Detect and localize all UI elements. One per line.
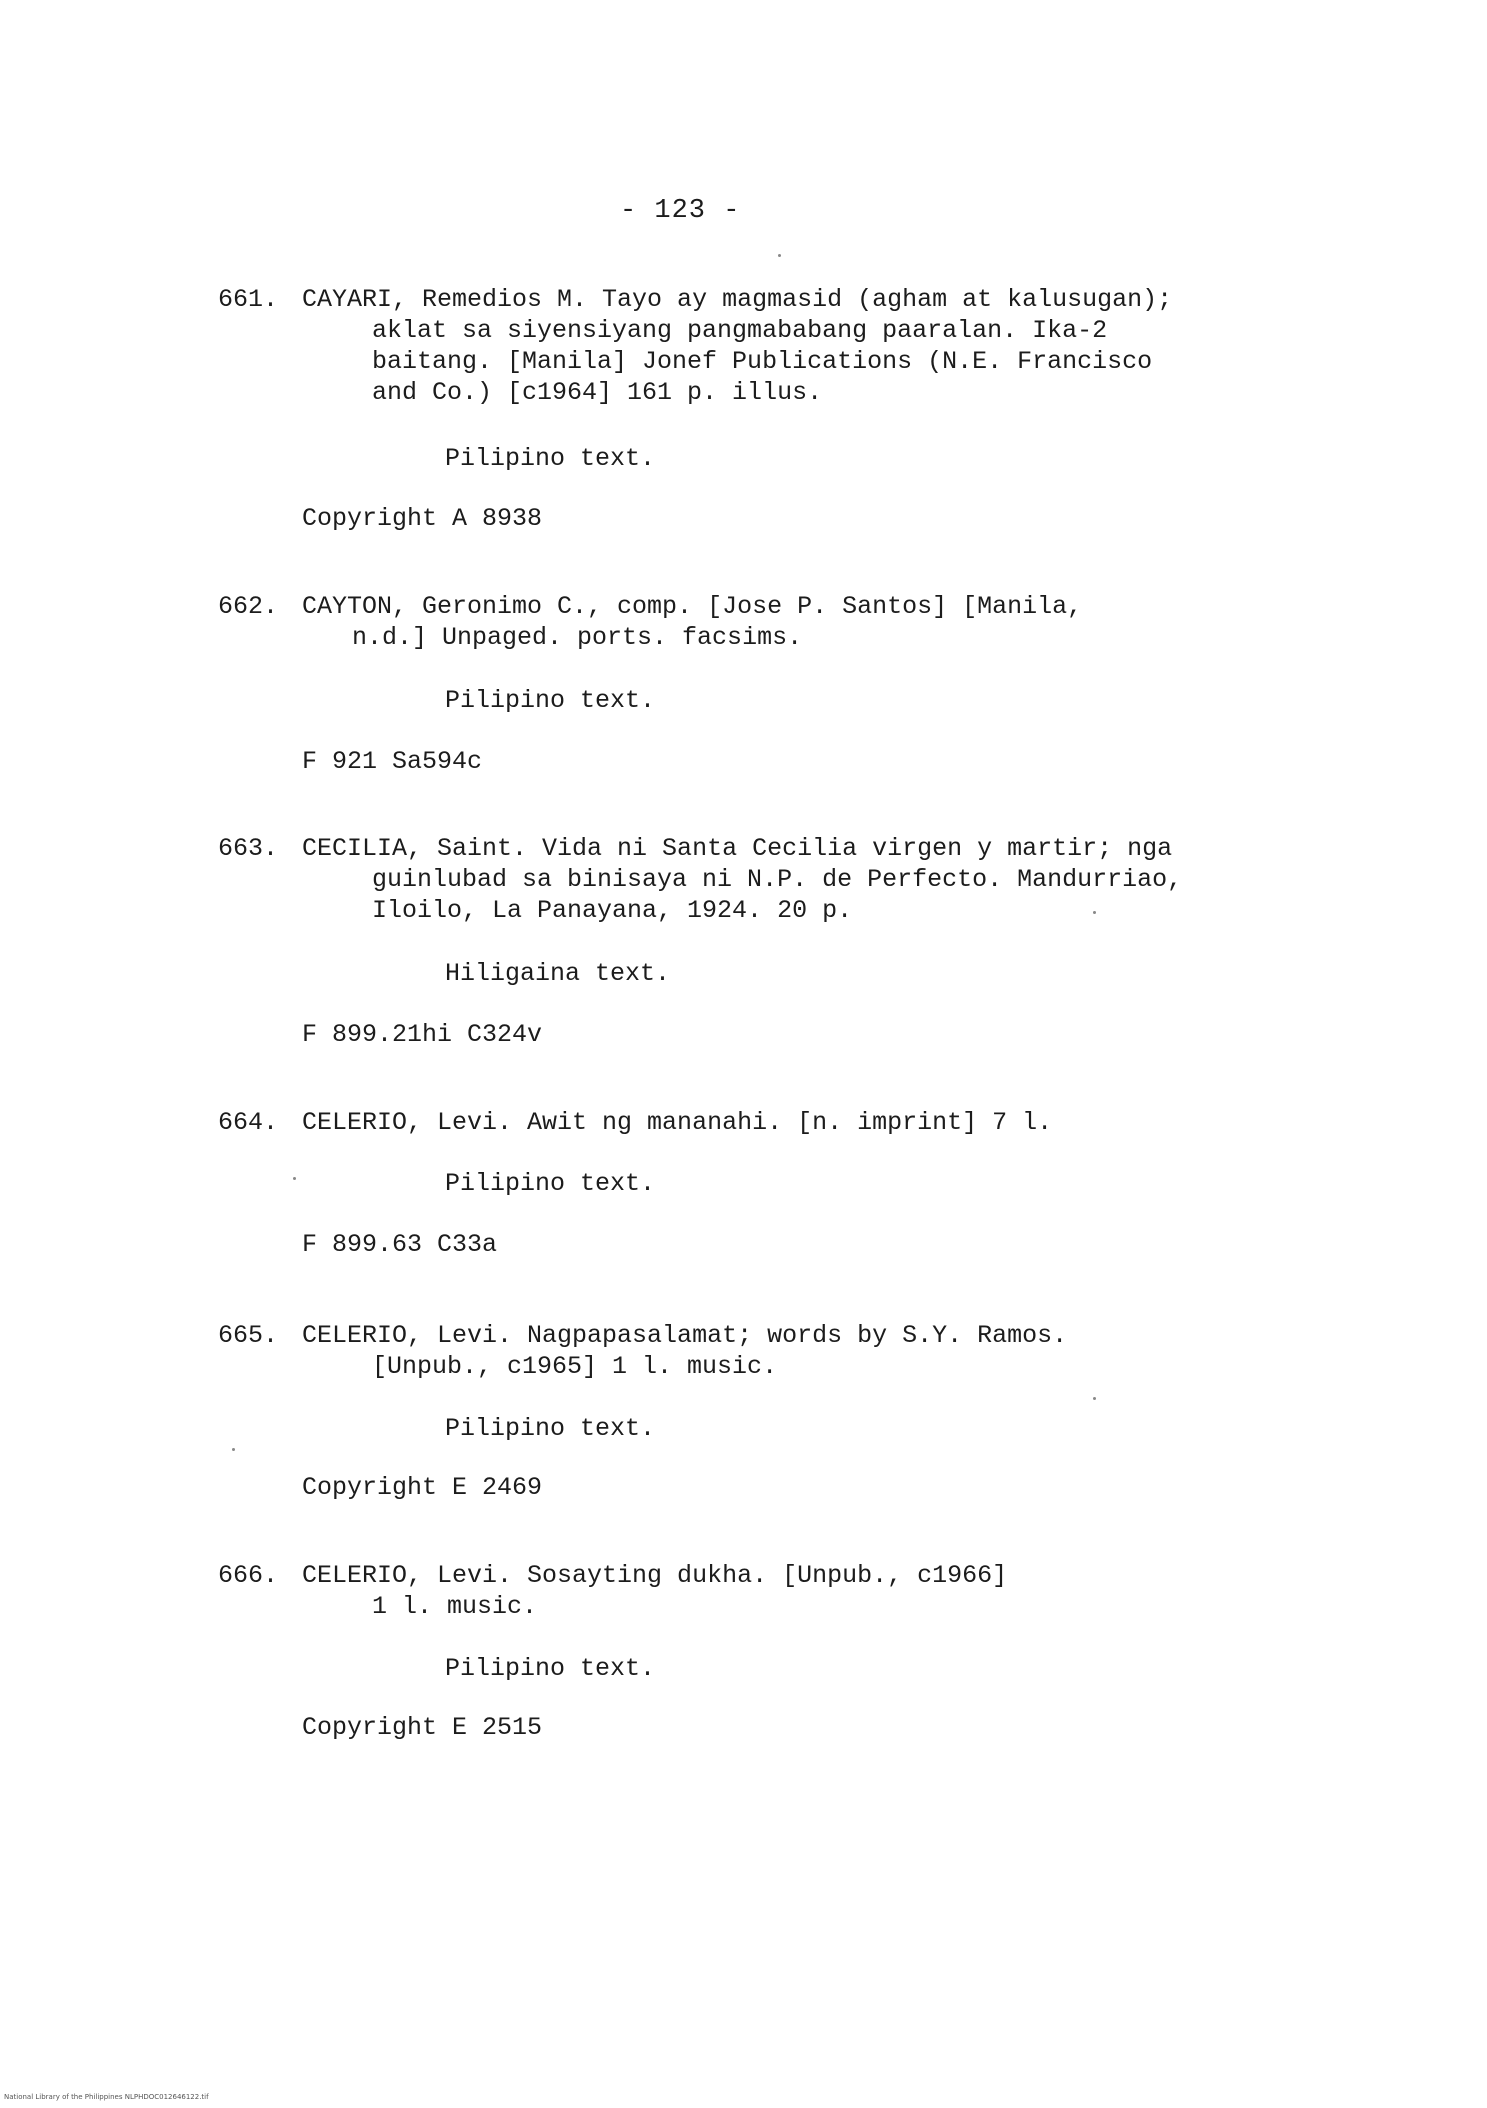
- call-number: F 921 Sa594c: [302, 747, 483, 776]
- entry-number: 661.: [218, 285, 279, 314]
- language-note: Hiligaina text.: [445, 959, 671, 988]
- entry-line: baitang. [Manila] Jonef Publications (N.E. Francisco: [372, 347, 1153, 376]
- call-number: Copyright E 2515: [302, 1713, 543, 1742]
- scan-speck: [778, 254, 781, 257]
- entry-line: CELERIO, Levi. Awit ng mananahi. [n. imprint] 7 l.: [302, 1108, 1053, 1137]
- language-note: Pilipino text.: [445, 686, 656, 715]
- entry-line: n.d.] Unpaged. ports. facsims.: [352, 623, 803, 652]
- entry-number: 663.: [218, 834, 279, 863]
- entry-number: 664.: [218, 1108, 279, 1137]
- language-note: Pilipino text.: [445, 1654, 656, 1683]
- language-note: Pilipino text.: [445, 444, 656, 473]
- scan-speck: [1093, 911, 1096, 914]
- entry-number: 662.: [218, 592, 279, 621]
- page-number: - 123 -: [620, 196, 741, 226]
- entry-line: and Co.) [c1964] 161 p. illus.: [372, 378, 823, 407]
- entry-number: 665.: [218, 1321, 279, 1350]
- entry-number: 666.: [218, 1561, 279, 1590]
- entry-line: Iloilo, La Panayana, 1924. 20 p.: [372, 896, 853, 925]
- language-note: Pilipino text.: [445, 1414, 656, 1443]
- call-number: F 899.21hi C324v: [302, 1020, 543, 1049]
- call-number: F 899.63 C33a: [302, 1230, 498, 1259]
- entry-line: guinlubad sa binisaya ni N.P. de Perfecto. Mandurriao,: [372, 865, 1183, 894]
- language-note: Pilipino text.: [445, 1169, 656, 1198]
- entry-line: CELERIO, Levi. Nagpapasalamat; words by S.Y. Ramos.: [302, 1321, 1068, 1350]
- scan-footer: National Library of the Philippines NLPHDOC012646122.tif: [4, 2093, 209, 2101]
- entry-line: aklat sa siyensiyang pangmababang paaralan. Ika-2: [372, 316, 1108, 345]
- entry-line: CECILIA, Saint. Vida ni Santa Cecilia virgen y martir; nga: [302, 834, 1173, 863]
- scan-speck: [293, 1177, 296, 1180]
- scan-speck: [1093, 1397, 1096, 1400]
- call-number: Copyright A 8938: [302, 504, 543, 533]
- entry-line: CELERIO, Levi. Sosayting dukha. [Unpub., c1966]: [302, 1561, 1008, 1590]
- call-number: Copyright E 2469: [302, 1473, 543, 1502]
- entry-line: [Unpub., c1965] 1 l. music.: [372, 1352, 778, 1381]
- entry-line: 1 l. music.: [372, 1592, 538, 1621]
- entry-line: CAYTON, Geronimo C., comp. [Jose P. Santos] [Manila,: [302, 592, 1083, 621]
- scan-speck: [232, 1448, 235, 1451]
- entry-line: CAYARI, Remedios M. Tayo ay magmasid (agham at kalusugan);: [302, 285, 1173, 314]
